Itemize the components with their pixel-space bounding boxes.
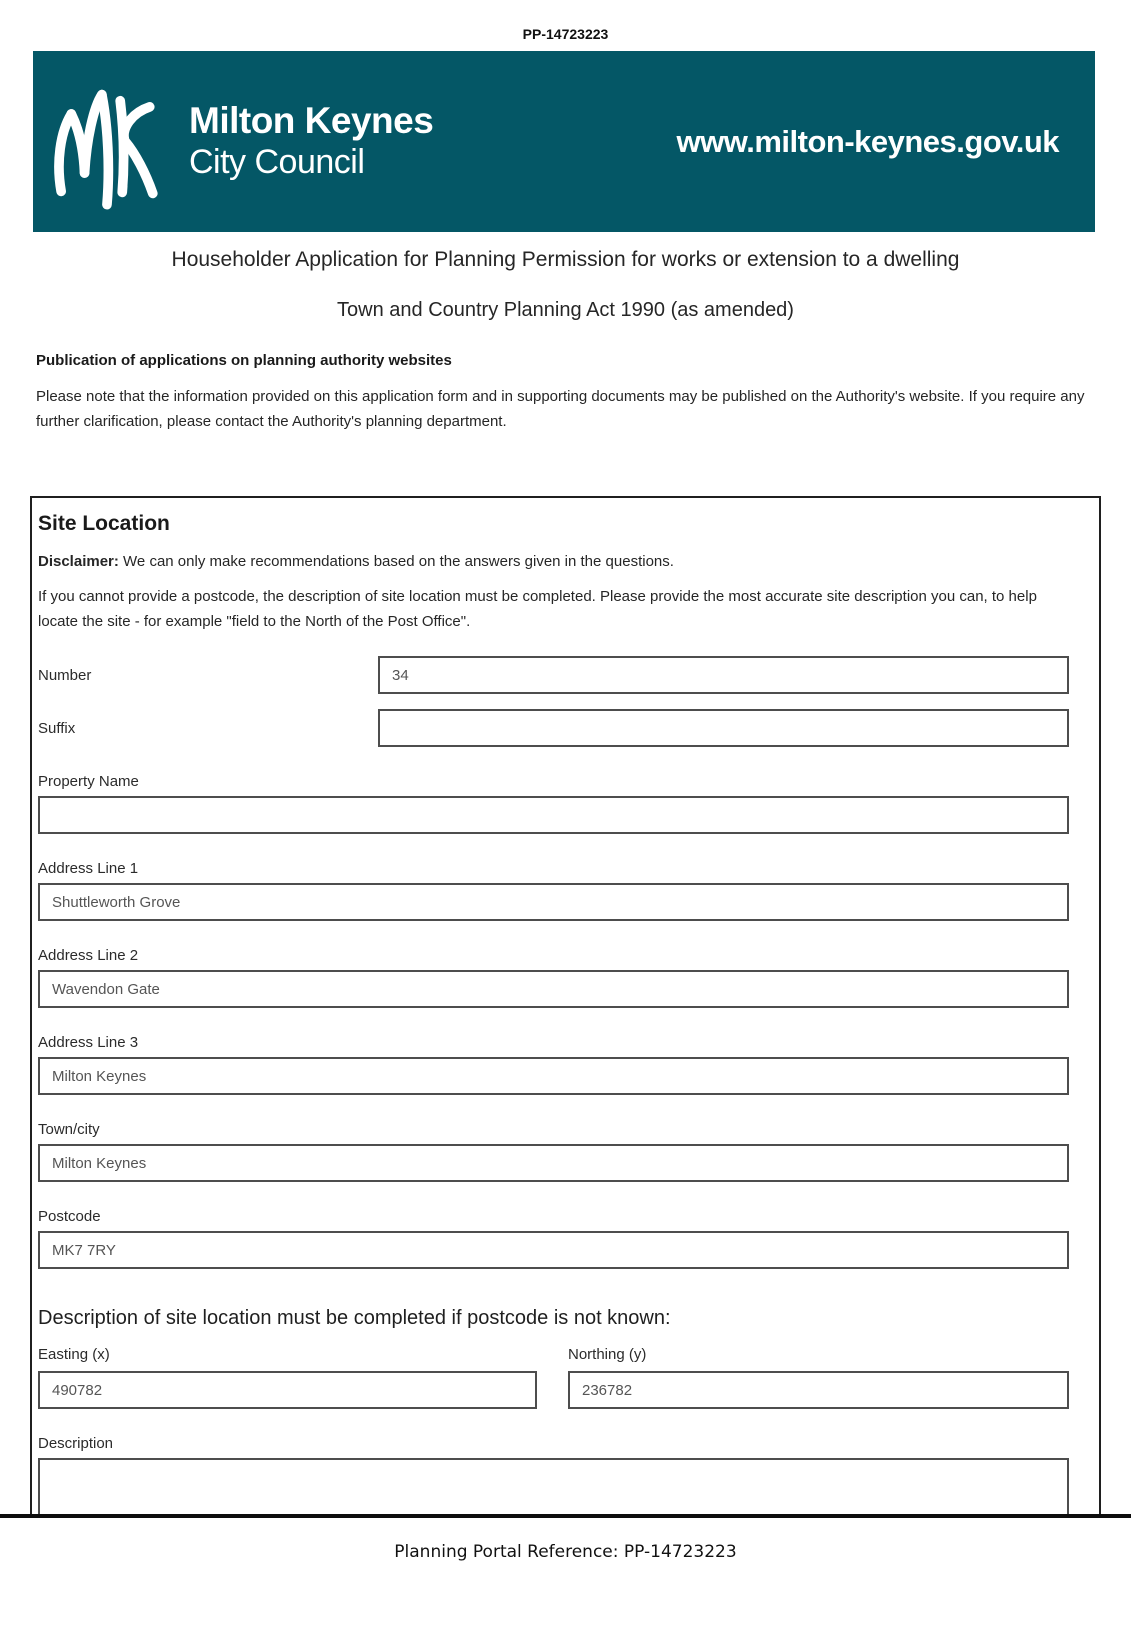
number-input[interactable] <box>378 656 1069 694</box>
description-requirement-heading: Description of site location must be completed if postcode is not known: <box>38 1307 671 1329</box>
address-line-2-field <box>38 947 1069 1008</box>
property-name-label: Property Name <box>38 773 139 790</box>
suffix-label: Suffix <box>38 719 76 737</box>
description-textarea[interactable] <box>38 1458 1069 1514</box>
description-label: Description <box>38 1435 114 1452</box>
town-city-input[interactable] <box>38 1144 1069 1182</box>
disclaimer-label: Disclaimer: <box>38 553 119 570</box>
address-line-1-label: Address Line 1 <box>38 860 139 877</box>
town-city-label: Town/city <box>38 1121 100 1138</box>
town-city-field <box>38 1121 1069 1182</box>
coordinates-row <box>38 1346 1069 1409</box>
postcode-input[interactable] <box>38 1231 1069 1269</box>
northing-label: Northing (y) <box>568 1346 647 1363</box>
council-name-line1: Milton Keynes <box>189 99 434 141</box>
planning-portal-reference-top: PP-14723223 <box>522 26 609 42</box>
address-line-1-field <box>38 860 1069 921</box>
page-divider-rule <box>0 1514 1131 1518</box>
site-location-title: Site Location <box>38 512 170 535</box>
postcode-field <box>38 1208 1069 1269</box>
easting-label: Easting (x) <box>38 1346 110 1363</box>
northing-field <box>568 1346 1069 1409</box>
address-line-3-field <box>38 1034 1069 1095</box>
address-line-2-input[interactable] <box>38 970 1069 1008</box>
number-field-row <box>38 656 1069 694</box>
council-name <box>189 100 433 183</box>
publication-text: Please note that the information provided on this application form and in supporting documents may be published on the Authority's website. If you require any further clarification, please contact the Authority's planning department. <box>36 388 1085 430</box>
council-website-url: www.milton-keynes.gov.uk <box>676 123 1059 159</box>
document-subtitle: Town and Country Planning Act 1990 (as amended) <box>337 299 794 321</box>
property-name-field <box>38 773 1069 834</box>
address-line-3-input[interactable] <box>38 1057 1069 1095</box>
easting-input[interactable] <box>38 1371 537 1409</box>
number-label: Number <box>38 666 92 684</box>
address-line-1-input[interactable] <box>38 883 1069 921</box>
council-header-banner <box>33 51 1095 232</box>
publication-heading: Publication of applications on planning authority websites <box>36 352 452 369</box>
document-title: Householder Application for Planning Permission for works or extension to a dwelling <box>171 248 960 271</box>
property-name-input[interactable] <box>38 796 1069 834</box>
site-location-instructions: If you cannot provide a postcode, the description of site location must be completed. Please provide the most accurate site description you can, to help locate the site - for example "field to the North of the Post Office". <box>38 588 1037 630</box>
disclaimer-body: We can only make recommendations based on the answers given in the questions. <box>123 553 674 570</box>
mk-council-logo-icon <box>53 73 165 211</box>
easting-field <box>38 1346 537 1409</box>
northing-input[interactable] <box>568 1371 1069 1409</box>
suffix-field-row <box>38 709 1069 747</box>
address-line-2-label: Address Line 2 <box>38 947 139 964</box>
postcode-label: Postcode <box>38 1208 101 1225</box>
address-line-3-label: Address Line 3 <box>38 1034 139 1051</box>
description-field <box>38 1435 1069 1514</box>
site-location-section <box>30 496 1101 1514</box>
planning-portal-reference-footer: Planning Portal Reference: PP-14723223 <box>394 1542 737 1562</box>
council-name-line2: City Council <box>189 143 365 182</box>
suffix-input[interactable] <box>378 709 1069 747</box>
disclaimer-text <box>38 553 1069 570</box>
